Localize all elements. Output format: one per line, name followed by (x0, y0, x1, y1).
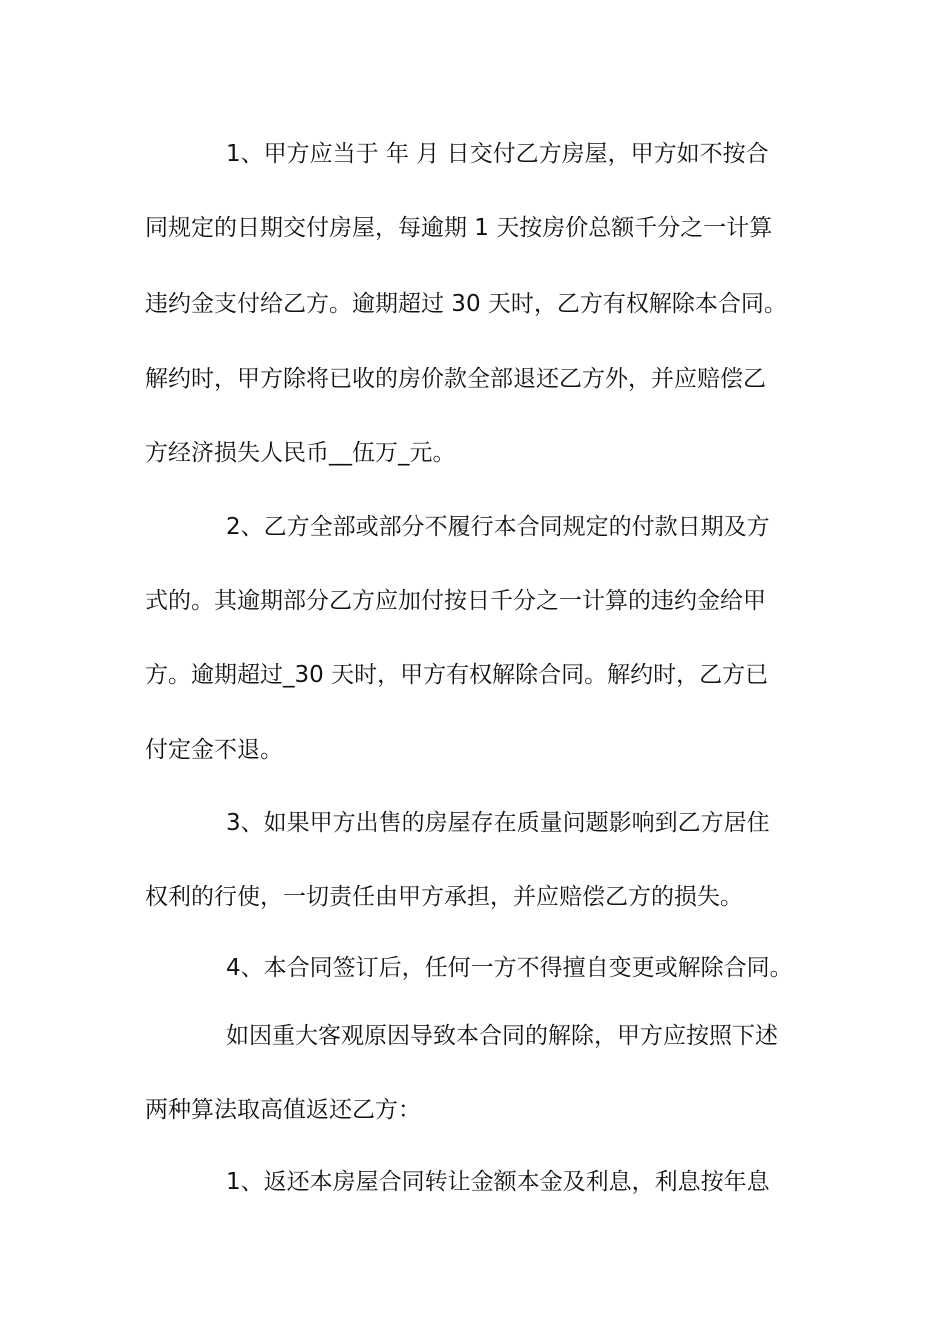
termination-line-2: 两种算法取高值返还乙方： (145, 1097, 421, 1123)
clause-1-line-2: 同规定的日期交付房屋，每逾期 1 天按房价总额千分之一计算 (145, 215, 773, 241)
clause-2-line-2: 式的。其逾期部分乙方应加付按日千分之一计算的违约金给甲 (145, 588, 766, 614)
clause-2-line-3: 方。逾期超过_30 天时，甲方有权解除合同。解约时，乙方已 (145, 662, 769, 688)
termination-line-1: 如因重大客观原因导致本合同的解除，甲方应按照下述 (226, 1023, 778, 1049)
clause-3-line-2: 权利的行使，一切责任由甲方承担，并应赔偿乙方的损失。 (145, 884, 743, 910)
clause-4-line-1: 4、本合同签订后，任何一方不得擅自变更或解除合同。 (226, 955, 793, 981)
clause-2-line-1: 2、乙方全部或部分不履行本合同规定的付款日期及方 (226, 514, 770, 540)
clause-1-line-4: 解约时，甲方除将已收的房价款全部退还乙方外，并应赔偿乙 (145, 366, 766, 392)
clause-2-line-4: 付定金不退。 (145, 737, 283, 763)
clause-1-line-5: 方经济损失人民币__伍万_元。 (145, 440, 456, 466)
clause-1-line-1: 1、甲方应当于 年 月 日交付乙方房屋，甲方如不按合 (226, 141, 769, 167)
clause-1-line-3: 违约金支付给乙方。逾期超过 30 天时，乙方有权解除本合同。 (145, 291, 787, 317)
refund-method-1-line-1: 1、返还本房屋合同转让金额本金及利息，利息按年息 (226, 1169, 770, 1195)
clause-3-line-1: 3、如果甲方出售的房屋存在质量问题影响到乙方居住 (226, 810, 770, 836)
